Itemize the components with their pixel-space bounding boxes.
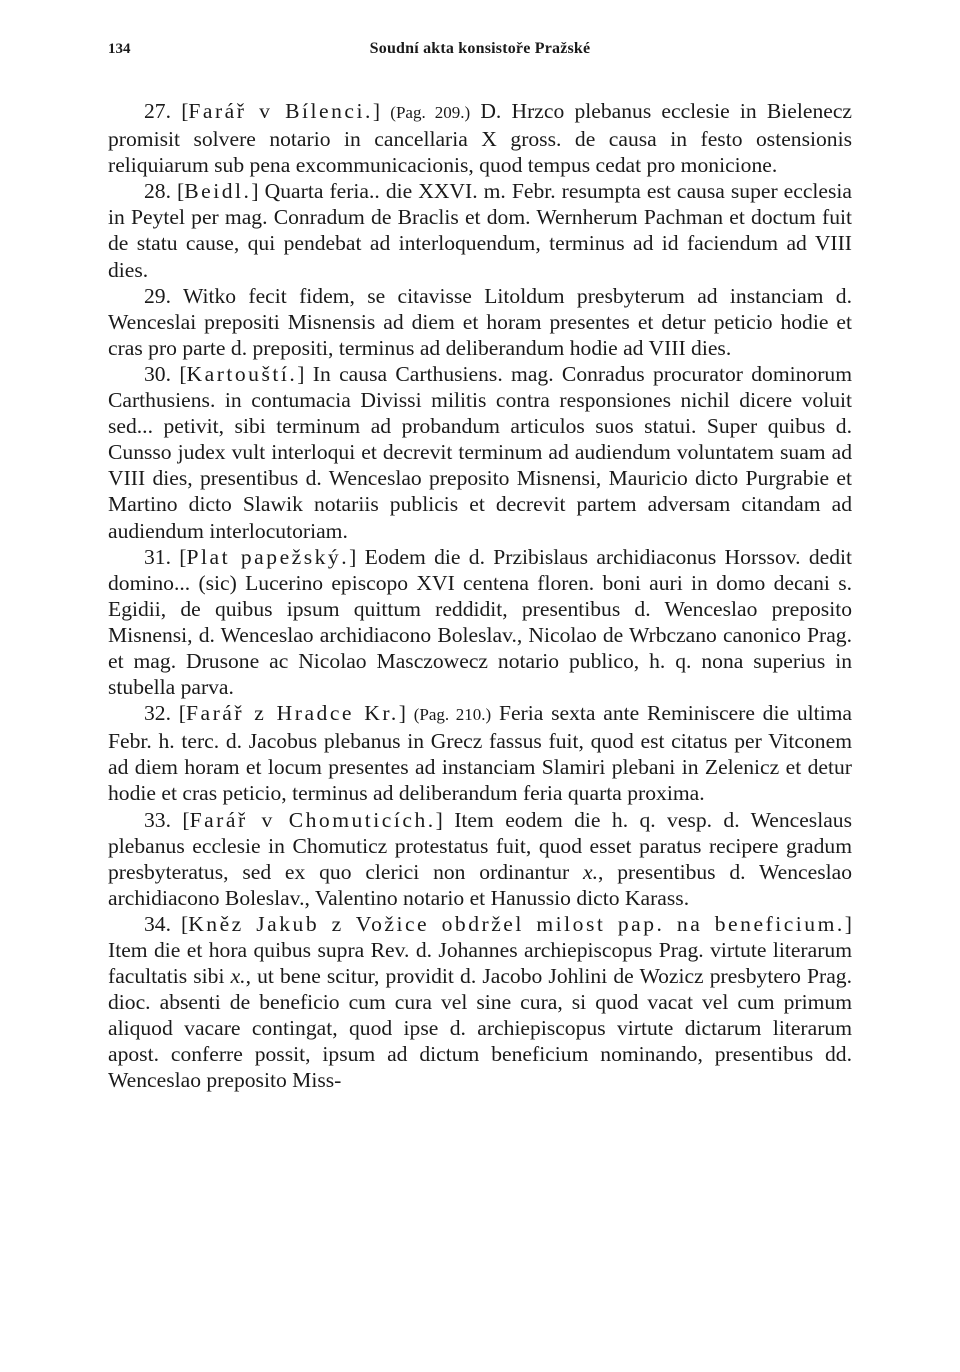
entry-number: 28. bbox=[144, 179, 178, 204]
entry-30 bbox=[108, 361, 852, 544]
entry-number: 32. bbox=[144, 701, 179, 726]
entry-text-continued: , ut bene scitur, providit d. Jacobo Johlini de Wozicz presbytero Prag. dioc. absenti de beneficio cum cura vel sine cura, si quod vacat vel cum primum aliquod vacare contingat, quod ipse d. archiepiscopus virtute dictarum literarum apost. conferre possit, ipsum ad dictum beneficium nominando, presentibus dd. Wenceslao preposito Miss- bbox=[108, 964, 852, 1093]
etc-abbreviation: x. bbox=[583, 859, 599, 884]
body-text bbox=[108, 98, 852, 1094]
entry-heading: Farář z Hradce Kr. bbox=[185, 701, 399, 726]
page-header bbox=[108, 40, 852, 64]
bracket-close: ] bbox=[297, 361, 313, 386]
entry-heading: Kartouští. bbox=[186, 361, 298, 386]
page-number: 134 bbox=[108, 41, 131, 57]
entry-number: 31. bbox=[144, 544, 180, 569]
entry-32 bbox=[108, 700, 852, 806]
entry-number: 34. bbox=[144, 911, 181, 936]
entry-number: 33. bbox=[144, 807, 183, 832]
entry-text-continued: , presentibus d. Wenceslao archidiacono Boleslav., Valentino notario et Hanussio dicto Karass. bbox=[108, 859, 852, 910]
entry-heading: Beidl. bbox=[184, 179, 252, 204]
entry-heading: Farář v Bílenci. bbox=[188, 99, 373, 123]
document-page bbox=[108, 40, 852, 1094]
page-note: (Pag. 209.) bbox=[390, 103, 471, 122]
bracket-open: [ bbox=[177, 179, 185, 204]
entry-text: In causa Carthusiens. mag. Conradus procurator dominorum Carthusiens. in contumacia Divissi militis contra responsiones nichil dicere voluit sed... petivit, sibi terminum ad probandum articulos suos statui. Super quibus d. Cunsso judex vult interloqui et decrevit terminum ad audiendum voluntatem suam ad VIII dies, presentibus d. Wenceslao preposito Misnensi, Mauricio dicto Purgrabie et Martino dicto Slawik notariis publicis et decrevit partem adversam citandam ad audiendum interlocutoriam. bbox=[108, 361, 853, 543]
entry-number: 27. bbox=[144, 99, 182, 123]
entry-34 bbox=[108, 911, 852, 1094]
running-title: Soudní akta konsistoře Pražské bbox=[369, 40, 591, 57]
bracket-open: [ bbox=[179, 544, 187, 569]
bracket-open: [ bbox=[182, 807, 190, 832]
entry-29 bbox=[108, 283, 852, 361]
entry-heading: Plat papežský. bbox=[186, 544, 350, 569]
bracket-close: ] bbox=[349, 544, 365, 569]
bracket-close: ] bbox=[372, 99, 391, 123]
bracket-close: ] bbox=[251, 179, 265, 204]
entry-number: 30. bbox=[144, 361, 180, 386]
bracket-open: [ bbox=[181, 99, 189, 123]
entry-heading: Kněz Jakub z Vožice obdržel milost pap. na beneficium. bbox=[188, 911, 845, 936]
bracket-open: [ bbox=[178, 701, 186, 726]
entry-31 bbox=[108, 544, 852, 701]
bracket-close: ] bbox=[435, 807, 455, 832]
etc-abbreviation: x. bbox=[230, 964, 246, 989]
entry-27 bbox=[108, 98, 852, 178]
entry-text: Item die et hora quibus supra Rev. d. Johannes archiepiscopus Prag. virtute literarum facultatis sibi bbox=[108, 938, 852, 989]
entry-text: Eodem die d. Przibislaus archidiaconus Horssov. dedit domino... (sic) Lucerino episcopo XVI centena floren. boni auri in domo decani s. Egidii, de quibus ipsum quittum reddidit, presentibus d. Wenceslao preposito Misnensi, d. Wenceslao archidiacono Boleslav., Nicolao de Wrbczano canonico Prag. et mag. Drusone ac Nicolao Masczowecz notario publico, h. q. nona superius in stubella parva. bbox=[108, 544, 853, 700]
entry-heading: Farář v Chomuticích. bbox=[189, 807, 436, 832]
bracket-open: [ bbox=[180, 911, 189, 936]
bracket-close: ] bbox=[398, 701, 414, 726]
entry-text: Item eodem die h. q. vesp. d. Wenceslaus plebanus ecclesie in Chomuticz protestatus fuit, quod esset paratus recipere gradum presbyteratus, sed ex quo clerici non ordinantur bbox=[108, 807, 852, 884]
entry-text: D. Hrzco plebanus ecclesie in Bielenecz promisit solvere notario in cancellaria X gross. de causa in festo ostensionis reliquiarum sub pena excommunicacionis, quod tempus cedat pro monicione. bbox=[108, 99, 853, 178]
entry-text: Quarta feria.. die XXVI. m. Febr. resumpta est causa super ecclesia in Peytel per mag. Conradum de Braclis et dom. Wernherum Pachman et doctum fuit de statu cause, qui pendebat ad interloquendum, terminus ad id faciendum ad VIII dies. bbox=[108, 179, 853, 282]
entry-33 bbox=[108, 807, 852, 911]
entry-28 bbox=[108, 178, 852, 282]
bracket-close: ] bbox=[844, 911, 852, 936]
page-note: (Pag. 210.) bbox=[413, 705, 492, 725]
bracket-open: [ bbox=[179, 361, 187, 386]
entry-text: Witko fecit fidem, se citavisse Litoldum presbyterum ad instanciam d. Wenceslai prepositi Misnensis ad diem et horam presentes et detur peticio hodie et cras pro parte d. prepositi, terminus ad deliberandum hodie ad VIII dies. bbox=[108, 283, 852, 360]
entry-text: Feria sexta ante Reminiscere die ultima Febr. h. terc. d. Jacobus plebanus in Grecz fassus fuit, quod est citatus per Vitconem ad diem horam et locum presentes ad instanciam Slamiri plebani in Zelenicz et detur hodie et cras peticio, terminus ad deliberandum feria quarta proxima. bbox=[108, 701, 853, 806]
entry-number: 29. bbox=[144, 283, 183, 308]
